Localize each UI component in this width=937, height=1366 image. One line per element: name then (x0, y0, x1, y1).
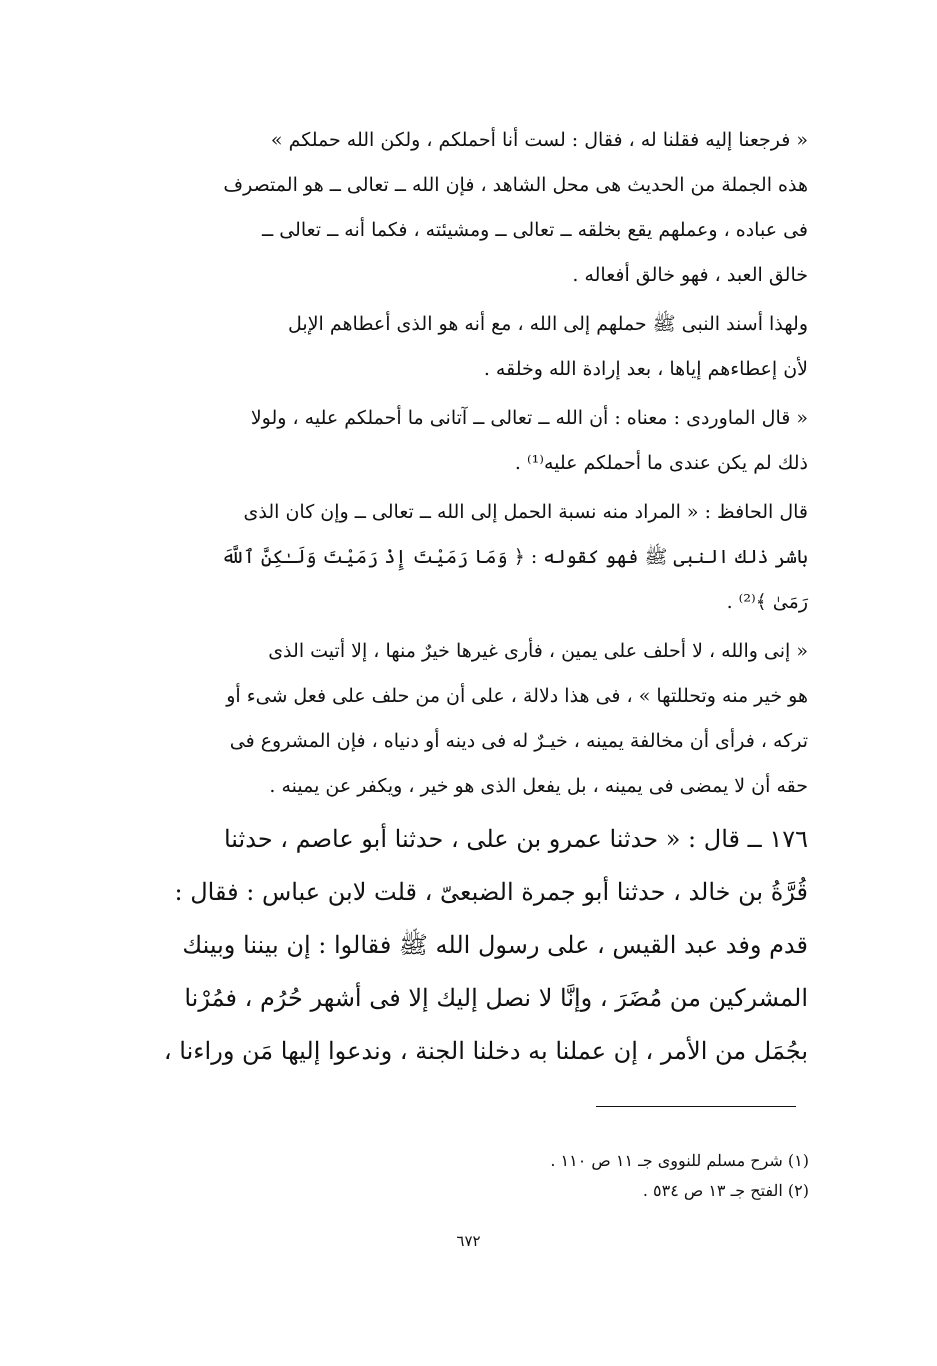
text-line: ١٧٦ ــ قال : « حدثنا عمرو بن على ، حدثنا أبو عاصم ، حدثنا (223, 825, 808, 853)
footnote-1: (١) شرح مسلم للنووى جـ ١١ ص ١١٠ . (550, 1151, 809, 1170)
text-line: ذلك لم يكن عندى ما أحملكم عليه⁽¹⁾ . (514, 452, 808, 474)
paragraph-hafiz (128, 490, 808, 625)
footnote-divider (596, 1106, 796, 1107)
text-line: المشركين من مُضَرَ ، وإنَّا لا نصل إليك إلا فى أشهر حُرُم ، فمُرْنا (184, 984, 808, 1012)
text-line: لأن إعطاءهم إياها ، بعد إرادة الله وخلقه . (483, 358, 808, 380)
text-line: هذه الجملة من الحديث هى محل الشاهد ، فإن الله ــ تعالى ــ هو المتصرف (223, 174, 808, 196)
paragraph-mawardi (128, 396, 808, 486)
text-line: قال الحافظ : « المراد منه نسبة الحمل إلى الله ــ تعالى ــ وإن كان الذى (243, 501, 808, 523)
text-line: هو خير منه وتحللتها » ، فى هذا دلالة ، على أن من حلف على فعل شىء أو (226, 685, 808, 707)
paragraph-commentary (128, 302, 808, 392)
paragraph-hadith-quote (128, 118, 808, 298)
text-line: تركه ، فرأى أن مخالفة يمينه ، خيـرٌ له فى دينه أو دنياه ، فإن المشروع فى (229, 730, 808, 752)
text-line: قُرَّةُ بن خالد ، حدثنا أبو جمرة الضبعىّ ، قلت لابن عباس : فقال : (174, 878, 808, 906)
page-body (128, 118, 808, 1078)
text-line: قدم وفد عبد القيس ، على رسول الله ﷺ فقالوا : إن بيننا وبينك (182, 931, 808, 959)
footnotes (309, 1146, 809, 1206)
paragraph-oath (128, 629, 808, 809)
text-line: « قال الماوردى : معناه : أن الله ــ تعالى ــ آتانى ما أحملكم عليه ، ولولا (250, 407, 808, 429)
text-line: حقه أن لا يمضى فى يمينه ، بل يفعل الذى هو خير ، ويكفر عن يمينه . (269, 775, 808, 797)
paragraph-hadith-176 (128, 813, 808, 1078)
text-line: باشر ذلك النبى ﷺ فهو كقوله : ﴿ وَمَا رَمَيْتَ إِذْ رَمَيْتَ وَلَـٰكِنَّ ٱللَّهَ (221, 546, 808, 568)
text-line: خالق العبد ، فهو خالق أفعاله . (572, 264, 808, 286)
text-line: ولهذا أسند النبى ﷺ حملهم إلى الله ، مع أنه هو الذى أعطاهم الإبل (288, 313, 808, 335)
text-line: « إنى والله ، لا أحلف على يمين ، فأرى غيرها خيرٌ منها ، إلا أتيت الذى (268, 640, 808, 662)
footnote-2: (٢) الفتح جـ ١٣ ص ٥٣٤ . (642, 1181, 809, 1200)
text-line: فى عباده ، وعملهم يقع بخلقه ــ تعالى ــ ومشيئته ، فكما أنه ــ تعالى ــ (262, 219, 808, 241)
page-number: ٦٧٢ (456, 1232, 481, 1250)
text-line: رَمَىٰ ﴾⁽²⁾ . (726, 591, 808, 613)
text-line: « فرجعنا إليه فقلنا له ، فقال : لست أنا أحملكم ، ولكن الله حملكم » (270, 129, 808, 151)
text-line: بجُمَل من الأمر ، إن عملنا به دخلنا الجنة ، وندعوا إليها مَن وراءنا ، (163, 1037, 808, 1065)
